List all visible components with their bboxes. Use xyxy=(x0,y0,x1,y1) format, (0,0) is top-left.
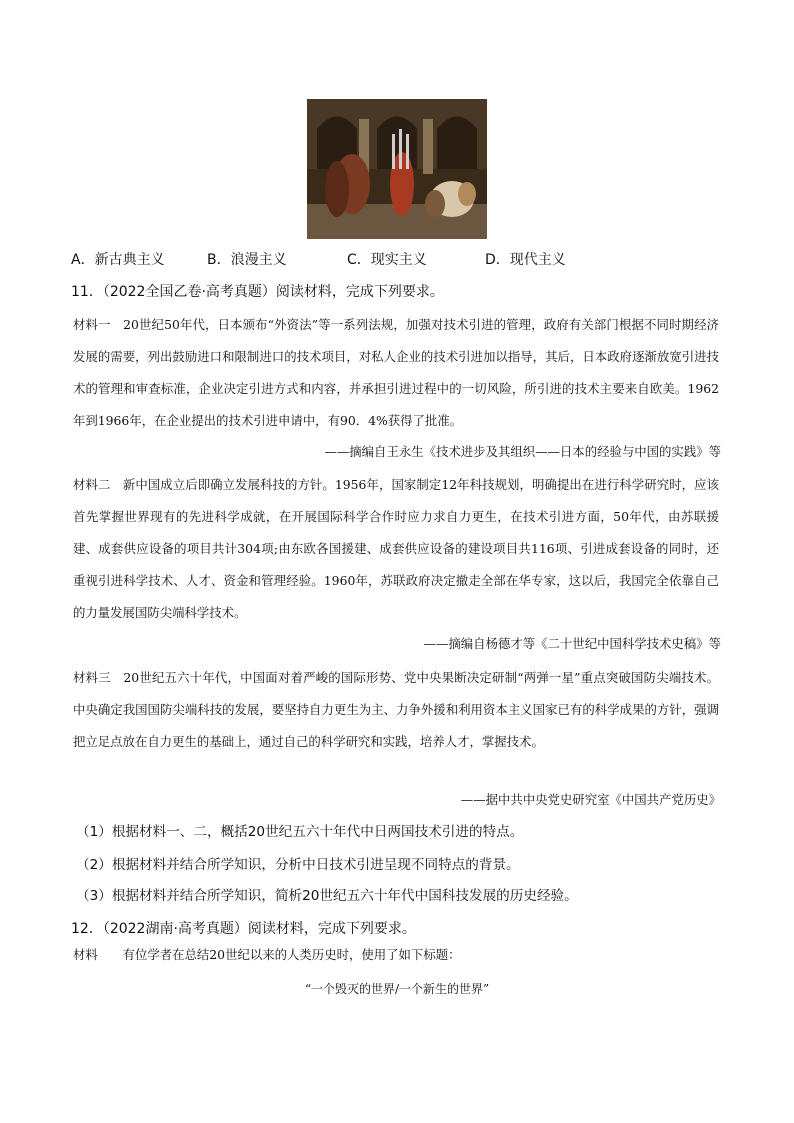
option-text: 现代主义 xyxy=(509,252,566,268)
quote-title: “一个毁灭的世界/一个新生的世界” xyxy=(304,982,490,996)
painting-image xyxy=(307,99,487,239)
option-b[interactable] xyxy=(207,249,287,271)
sub-question-1: （1）根据材料一、二，概括20世纪五六十年代中日两国技术引进的特点。 xyxy=(76,824,524,840)
sub-question-3: （3）根据材料并结合所学知识，简析20世纪五六十年代中国科技发展的历史经验。 xyxy=(76,888,578,904)
option-a[interactable] xyxy=(71,249,165,271)
option-c[interactable] xyxy=(347,249,427,271)
material-3: 材料三 20世纪五六十年代，中国面对着严峻的国际形势、党中央果断决定研制“两弹一星”重点突破国防尖端技术。中央确定我国国防尖端科技的发展，要坚持自力更生为主、力争外援和利用资本主义国家已有的科学成果的方针，强调把立足点放在自力更生的基础上，通过自己的科学研究和实践，培养人才，掌握技术。 xyxy=(73,670,719,749)
question-12-title: 12．（2022湖南·高考真题）阅读材料，完成下列要求。 xyxy=(71,921,416,937)
material-1: 材料一 20世纪50年代，日本颁布“外资法”等一系列法规，加强对技术引进的管理，政府有关部门根据不同时期经济发展的需要，列出鼓励进口和限制进口的技术项目，对私人企业的技术引进加以指导，其后，日本政府逐渐放宽引进技术的管理和审查标准，企业决定引进方式和内容，并承担引进过程中的一切风险，所引进的技术主要来自欧美。1962年到1966年，在企业提出的技术引进申请中，有90．4%获得了批准。 xyxy=(73,317,719,428)
material-2: 材料二 新中国成立后即确立发展科技的方针。1956年，国家制定12年科技规划，明确提出在进行科学研究时，应该首先掌握世界现有的先进科学成就，在开展国际科学合作时应力求自力更生，在技术引进方面，50年代，由苏联援建、成套供应设备的项目共计304项;由东欧各国援建、成套供应设备的建设项目共116项、引进成套设备的同时，还重视引进科学技术、人才、资金和管理经验。1960年，苏联政府决定撤走全部在华专家，这以后，我国完全依靠自己的力量发展国防尖端科学技术。 xyxy=(73,477,719,620)
option-letter: A． xyxy=(71,252,95,268)
source-2: ——摘编自杨德才等《二十世纪中国科学技术史稿》等 xyxy=(423,636,721,651)
option-text: 浪漫主义 xyxy=(230,252,287,268)
question-11-title: 11．（2022全国乙卷·高考真题）阅读材料，完成下列要求。 xyxy=(71,284,444,300)
source-3: ——据中共中央党史研究室《中国共产党历史》 xyxy=(460,792,721,807)
material-12: 材料 有位学者在总结20世纪以来的人类历史时，使用了如下标题： xyxy=(73,947,461,962)
option-letter: C． xyxy=(347,252,371,268)
sub-question-2: （2）根据材料并结合所学知识，分析中日技术引进呈现不同特点的背景。 xyxy=(76,857,520,873)
option-letter: D． xyxy=(485,252,510,268)
option-text: 现实主义 xyxy=(370,252,427,268)
option-text: 新古典主义 xyxy=(94,252,165,268)
answer-options xyxy=(71,249,721,271)
source-1: ——摘编自王永生《技术进步及其组织——日本的经验与中国的实践》等 xyxy=(324,444,721,459)
option-d[interactable] xyxy=(485,249,566,271)
option-letter: B． xyxy=(207,252,231,268)
